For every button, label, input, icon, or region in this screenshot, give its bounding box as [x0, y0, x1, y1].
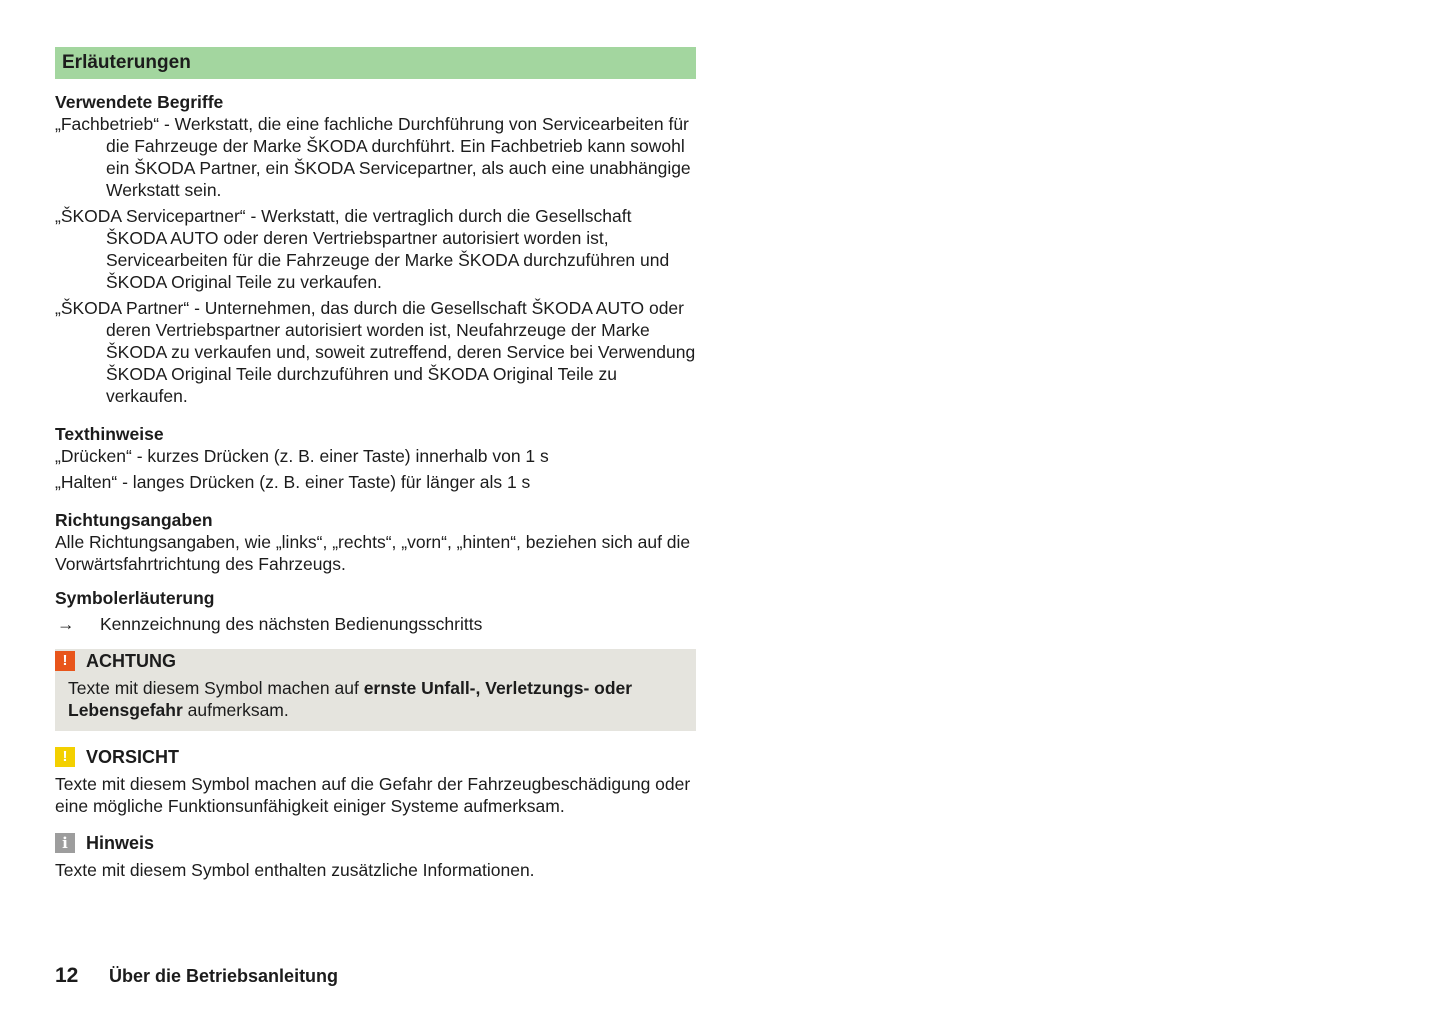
warning-text-start: Texte mit diesem Symbol machen auf [68, 678, 364, 698]
caution-header [55, 745, 696, 769]
hint-definition: - langes Drücken (z. B. einer Taste) für länger als 1 s [117, 472, 531, 492]
symbol-description: Kennzeichnung des nächsten Bedienungsschritts [100, 614, 483, 634]
caution-text: Texte mit diesem Symbol machen auf die Gefahr der Fahrzeugbeschädigung oder eine mögliche Funktionsunfähigkeit einiger Systeme aufmerksam. [55, 774, 691, 816]
term-label: „Fachbetrieb“ [55, 114, 160, 134]
arrow-right-icon: → [57, 614, 75, 634]
term-label: „ŠKODA Servicepartner“ [55, 206, 246, 226]
note-header [55, 831, 696, 855]
chapter-title: Über die Betriebsanleitung [109, 966, 339, 986]
term-definition: - Werkstatt, die vertraglich durch die Gesellschaft ŠKODA AUTO oder deren Vertriebspartner autorisiert worden ist, Servicearbeiten für die Fahrzeuge der Marke ŠKODA durchzuführen und ŠKODA Original Teile zu verkaufen. [106, 206, 670, 292]
note-notice [55, 831, 696, 881]
hint-label: „Halten“ [55, 472, 118, 492]
caution-notice [55, 745, 696, 817]
symbol-row [55, 613, 696, 635]
caution-icon: ! [55, 747, 75, 767]
warning-text [55, 673, 696, 721]
content-column [55, 47, 696, 881]
directions-text: Alle Richtungsangaben, wie „links“, „rechts“, „vorn“, „hinten“, beziehen sich auf die Vorwärtsfahrtrichtung des Fahrzeugs. [55, 532, 691, 574]
warning-title: ACHTUNG [86, 651, 176, 671]
warning-header [55, 649, 696, 673]
term-item [55, 297, 696, 407]
text-hints-heading: Texthinweise [55, 424, 164, 444]
term-item [55, 205, 696, 293]
term-definition: - Werkstatt, die eine fachliche Durchführung von Servicearbeiten für die Fahrzeuge der Marke ŠKODA durchführt. Ein Fachbetrieb kann sowohl ein ŠKODA Partner, ein ŠKODA Servicepartner, als auch eine unabhängige Werkstatt sein. [106, 114, 691, 200]
warning-notice [55, 649, 696, 731]
note-title: Hinweis [86, 833, 155, 853]
info-icon: i [55, 833, 75, 853]
term-definition: - Unternehmen, das durch die Gesellschaft ŠKODA AUTO oder deren Vertriebspartner autorisiert worden ist, Neufahrzeuge der Marke ŠKODA zu verkaufen und, soweit zutreffend, deren Service bei Verwendung ŠKODA Original Teile durchzuführen und ŠKODA Original Teile zu verkaufen. [106, 298, 696, 406]
text-hint-item [55, 445, 696, 467]
section-title: Erläuterungen [55, 47, 696, 79]
terms-heading: Verwendete Begriffe [55, 92, 224, 112]
caution-title: VORSICHT [86, 747, 180, 767]
directions-heading: Richtungsangaben [55, 510, 213, 530]
warning-icon: ! [55, 651, 75, 671]
term-label: „ŠKODA Partner“ [55, 298, 190, 318]
text-hint-item [55, 471, 696, 493]
hint-label: „Drücken“ [55, 446, 132, 466]
hint-definition: - kurzes Drücken (z. B. einer Taste) innerhalb von 1 s [131, 446, 549, 466]
term-item [55, 113, 696, 201]
warning-text-bold: ernste Unfall-, Verletzungs- oder Lebensgefahr [68, 678, 633, 720]
page-number: 12 [55, 964, 79, 987]
page-footer [55, 964, 338, 988]
note-text: Texte mit diesem Symbol enthalten zusätzliche Informationen. [55, 860, 535, 880]
symbols-heading: Symbolerläuterung [55, 588, 215, 608]
terms-list [55, 113, 696, 407]
warning-text-end: aufmerksam. [182, 700, 289, 720]
